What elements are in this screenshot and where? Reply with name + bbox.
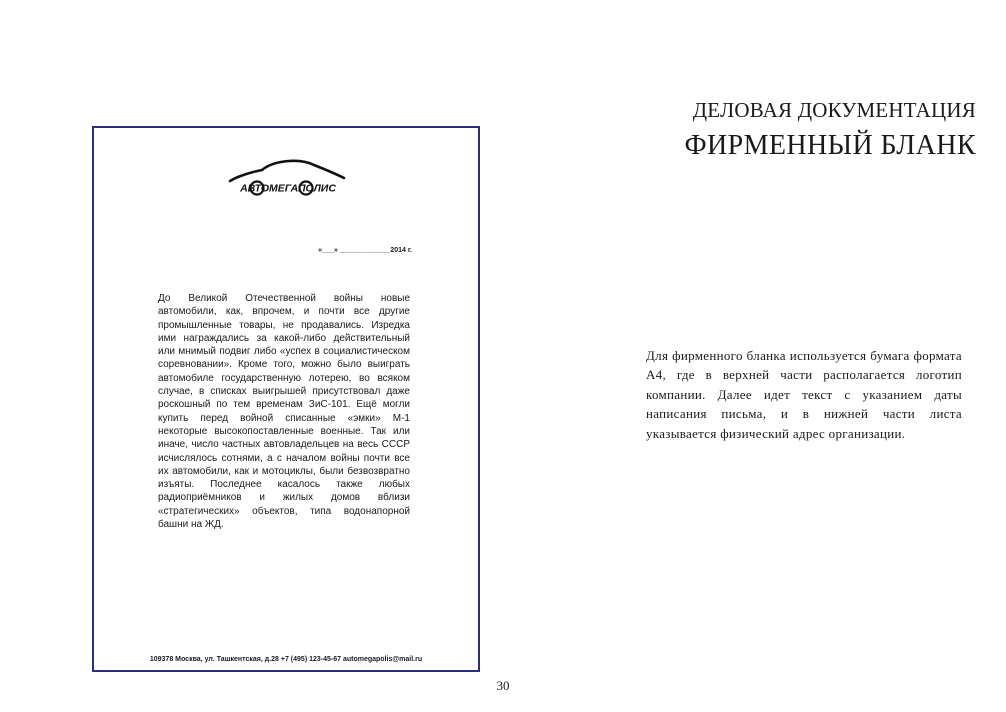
logo-text: АВТОМЕГАПОЛИС bbox=[240, 182, 336, 195]
car-silhouette-icon bbox=[226, 156, 350, 198]
section-label: ДЕЛОВАЯ ДОКУМЕНТАЦИЯ bbox=[692, 98, 976, 122]
company-logo bbox=[226, 156, 350, 198]
description-paragraph: Для фирменного бланка используется бумага формата А4, где в верхней части располагается логотип компании. Далее идет текст с указанием даты написания письма, и в нижней части листа указывается физический адрес организации. bbox=[646, 348, 962, 441]
section-title: ФИРМЕННЫЙ БЛАНК bbox=[684, 130, 976, 161]
footer-address: 109378 Москва, ул. Ташкентская, д.28 +7 (495) 123-45-67 automegapolis@mail.ru bbox=[149, 656, 423, 663]
date-line: «___» _____________2014 г. bbox=[318, 247, 412, 254]
letter-body-text: До Великой Отечественной войны новые автомобили, как, впрочем, и почти все другие промышленные товары, не продавались. Изредка ими награждались за какой-либо действительный или мнимый подвиг либо «успех в социалистическом соревновании». Кроме того, можно было выиграть автомобиле государственную лотерею, во всяком случае, в списках выигрышей присутствовал даже роскошный по тем временам ЗиС-101. Ещё могли купить перед войной списанные «эмки» М-1 некоторые высокопоставленные военные. Так или иначе, число частных автовладельцев на весь СССР исчислялось сотнями, а с началом войны почти все их автомобили, как и мотоциклы, были безвозвратно изъяты. Последнее касалось также любых радиоприёмников и жилых домов вблизи «стратегических» объектов, типа водонапорной башни на ЖД. bbox=[158, 293, 410, 531]
page-number: 30 bbox=[496, 678, 510, 693]
letterhead-sample bbox=[92, 126, 480, 672]
